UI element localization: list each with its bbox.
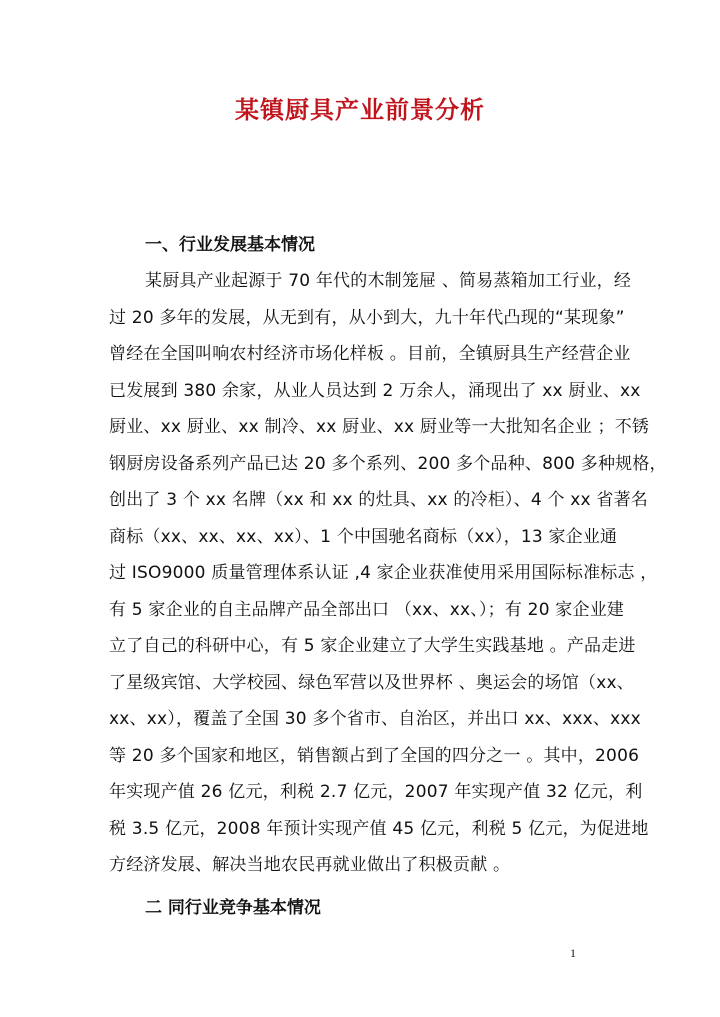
- page-number: 1: [570, 946, 576, 960]
- paragraph-line: 曾经在全国叫响农村经济市场化样板 。目前，全镇厨具生产经营企业: [109, 344, 631, 364]
- paragraph-line: 已发展到 380 余家，从业人员达到 2 万余人，涌现出了 xx 厨业、xx: [109, 381, 641, 401]
- paragraph-line: 年实现产值 26 亿元，利税 2.7 亿元，2007 年实现产值 32 亿元，利: [109, 782, 643, 802]
- paragraph-line: 商标（xx、xx、xx、xx）、1 个中国驰名商标（xx），13 家企业通: [109, 527, 618, 547]
- paragraph-line: xx、xx），覆盖了全国 30 多个省市、自治区，并出口 xx、xxx、xxx: [109, 709, 641, 729]
- paragraph-line: 方经济发展、解决当地农民再就业做出了积极贡献 。: [109, 855, 511, 875]
- paragraph-line: 税 3.5 亿元，2008 年预计实现产值 45 亿元，利税 5 亿元，为促进地: [109, 819, 649, 839]
- document-title: 某镇厨具产业前景分析: [235, 95, 485, 124]
- paragraph-line: 有 5 家企业的自主品牌产品全部出口 （xx、xx、）；有 20 家企业建: [109, 600, 625, 620]
- paragraph-line: 过 20 多年的发展，从无到有，从小到大，九十年代凸现的“某现象”: [109, 308, 625, 328]
- paragraph-line: 厨业、xx 厨业、xx 制冷、xx 厨业、xx 厨业等一大批知名企业 ；不锈: [109, 417, 650, 437]
- section-heading-1: 一、行业发展基本情况: [145, 235, 315, 255]
- paragraph-line: 等 20 多个国家和地区，销售额占到了全国的四分之一 。其中，2006: [109, 746, 640, 766]
- paragraph-line: 了星级宾馆、大学校园、绿色军营以及世界杯 、奥运会的场馆（xx、: [109, 673, 634, 693]
- section-heading-2: 二 同行业竞争基本情况: [145, 898, 321, 918]
- paragraph-line: 创出了 3 个 xx 名牌（xx 和 xx 的灶具、xx 的冷柜）、4 个 xx 省著名: [109, 490, 648, 510]
- paragraph-line: 立了自己的科研中心，有 5 家企业建立了大学生实践基地 。产品走进: [109, 636, 636, 656]
- paragraph-line: 钢厨房设备系列产品已达 20 多个系列、200 多个品种、800 多种规格，: [109, 454, 667, 474]
- paragraph-line: 某厨具产业起源于 70 年代的木制笼屉 、简易蒸箱加工行业，经: [145, 271, 632, 291]
- paragraph-line: 过 ISO9000 质量管理体系认证 ,4 家企业获准使用采用国际标准标志 ，: [109, 563, 658, 583]
